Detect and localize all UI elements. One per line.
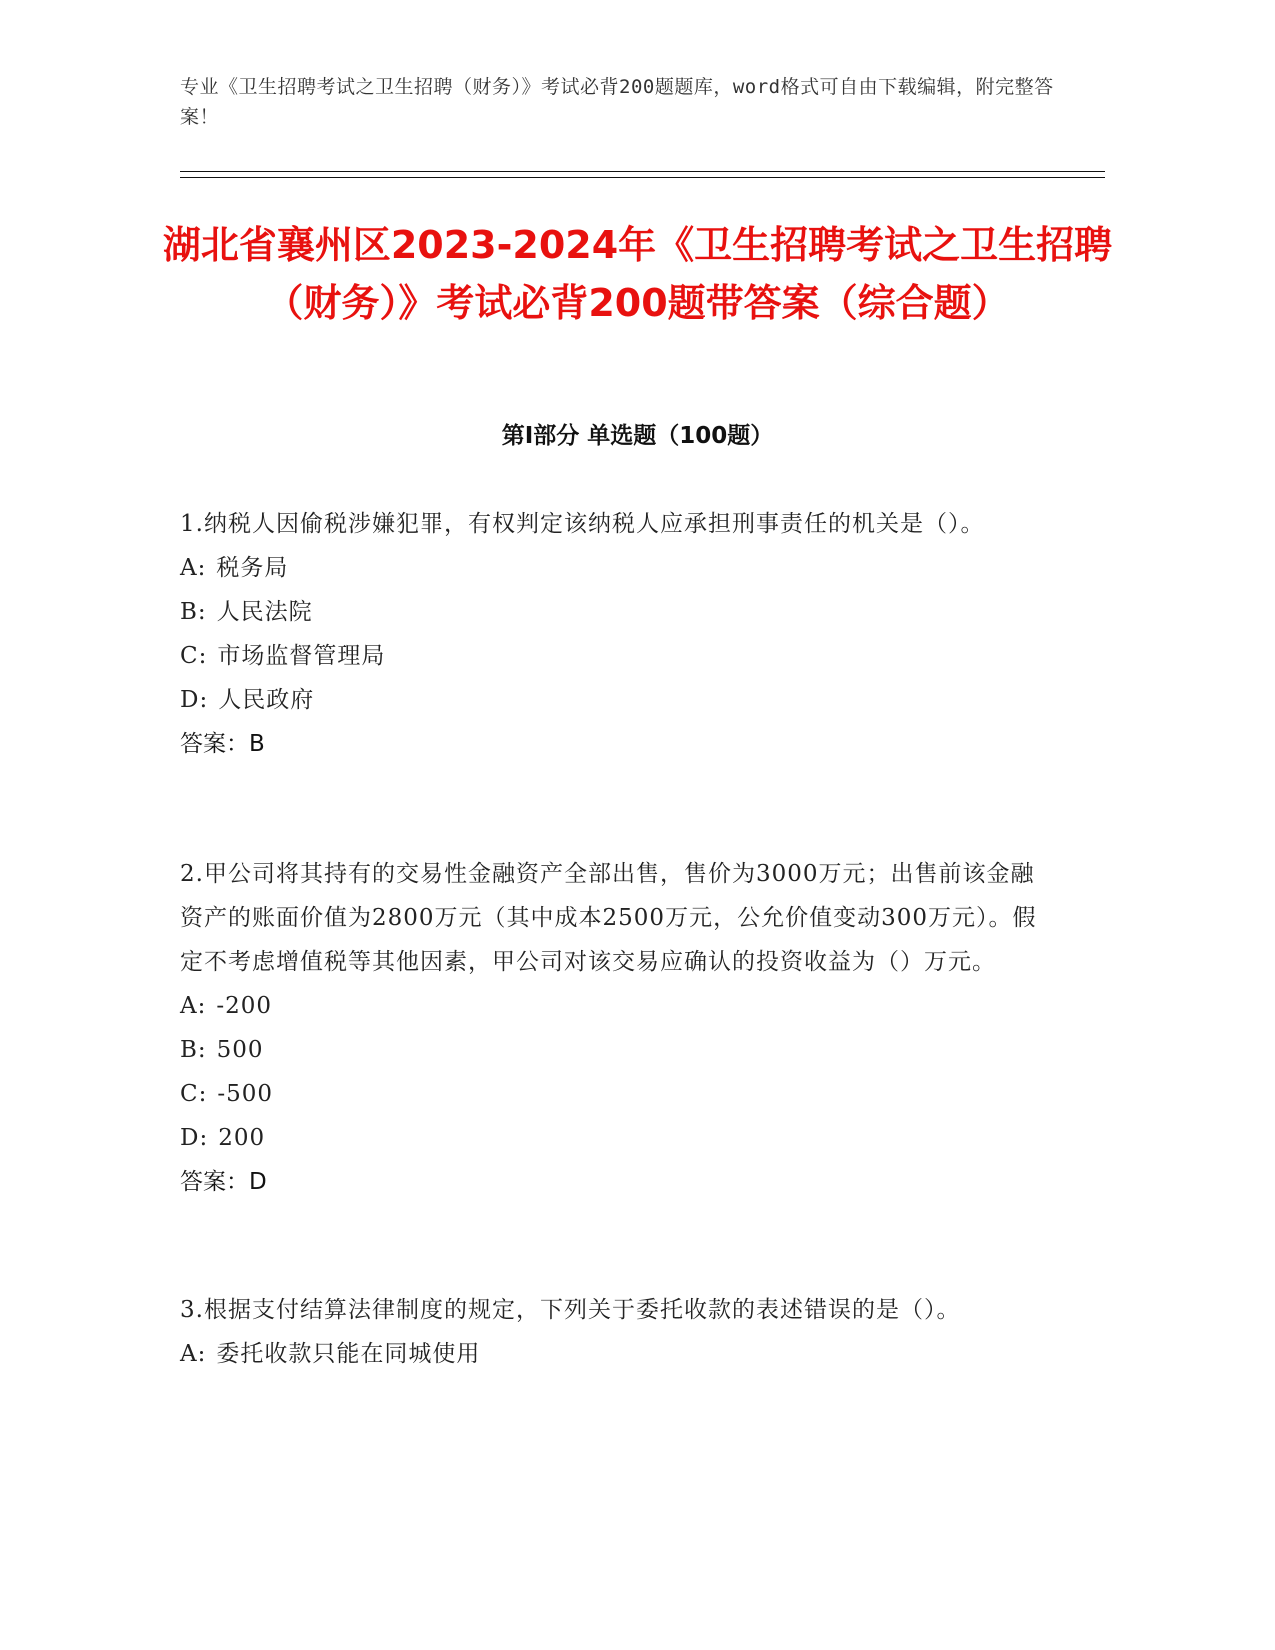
header-note: 专业《卫生招聘考试之卫生招聘（财务）》考试必背200题题库，word格式可自由下载编辑，附完整答案！	[180, 76, 1054, 128]
option-text: 委托收款只能在同城使用	[216, 1341, 481, 1367]
option-a	[180, 984, 1040, 1028]
option-separator: :	[197, 993, 207, 1019]
option-b	[180, 1028, 1040, 1072]
option-c	[180, 634, 1040, 678]
option-letter: C	[180, 1081, 199, 1107]
option-text: 市场监督管理局	[217, 643, 386, 669]
answer-line: 答案：B	[180, 731, 265, 757]
question-stem: 3.根据支付结算法律制度的规定，下列关于委托收款的表述错误的是（）。	[180, 1297, 961, 1323]
option-separator: :	[199, 1125, 209, 1151]
option-separator: :	[199, 687, 209, 713]
question-3	[180, 1288, 1040, 1376]
option-letter: D	[180, 1125, 200, 1151]
question-1	[180, 502, 1040, 766]
option-separator: :	[197, 1341, 207, 1367]
header-divider-top	[180, 171, 1105, 172]
option-letter: D	[180, 687, 200, 713]
option-d	[180, 678, 1040, 722]
question-stem: 2.甲公司将其持有的交易性金融资产全部出售，售价为3000万元；出售前该金融资产的账面价值为2800万元（其中成本2500万元，公允价值变动300万元）。假定不考虑增值税等其他因素，甲公司对该交易应确认的投资收益为（）万元。	[180, 861, 1037, 975]
option-separator: :	[198, 643, 208, 669]
question-stem: 1.纳税人因偷税涉嫌犯罪，有权判定该纳税人应承担刑事责任的机关是（）。	[180, 511, 985, 537]
option-text: 500	[216, 1037, 264, 1063]
option-letter: A	[180, 1341, 198, 1367]
option-separator: :	[198, 1081, 208, 1107]
option-letter: A	[180, 555, 198, 581]
section-heading: 第Ⅰ部分 单选题（100题）	[501, 423, 774, 449]
option-separator: :	[197, 599, 207, 625]
question-2	[180, 852, 1040, 1204]
option-text: -200	[216, 993, 273, 1019]
option-separator: :	[197, 555, 207, 581]
document-title: 湖北省襄州区2023-2024年《卫生招聘考试之卫生招聘（财务）》考试必背200题带答案（综合题）	[162, 223, 1113, 325]
option-letter: B	[180, 599, 198, 625]
answer-line: 答案：D	[180, 1169, 267, 1195]
option-text: 人民法院	[216, 599, 313, 625]
header-divider-bottom	[180, 177, 1105, 178]
option-text: -500	[217, 1081, 274, 1107]
option-text: 人民政府	[218, 687, 315, 713]
option-a	[180, 1332, 1040, 1376]
option-separator: :	[197, 1037, 207, 1063]
option-letter: A	[180, 993, 198, 1019]
option-d	[180, 1116, 1040, 1160]
option-text: 200	[218, 1125, 266, 1151]
option-text: 税务局	[216, 555, 289, 581]
option-letter: B	[180, 1037, 198, 1063]
option-b	[180, 590, 1040, 634]
option-c	[180, 1072, 1040, 1116]
option-a	[180, 546, 1040, 590]
option-letter: C	[180, 643, 199, 669]
